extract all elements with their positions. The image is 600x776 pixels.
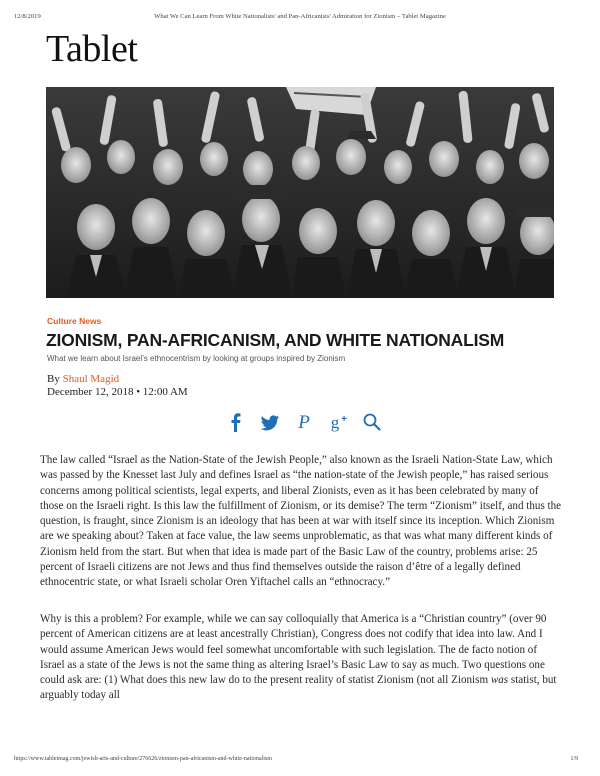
by-label: By: [47, 373, 60, 385]
paragraph-text-part: statist, but arguably today all: [40, 674, 557, 702]
byline: [47, 373, 188, 398]
page-number: 1/9: [570, 756, 578, 762]
svg-text:+: +: [341, 414, 347, 425]
search-icon[interactable]: [362, 410, 382, 434]
article-paragraph-1: [40, 453, 562, 591]
paragraph-emphasis: was: [490, 674, 509, 687]
print-footer: [14, 756, 586, 766]
article-headline: ZIONISM, PAN-AFRICANISM, AND WHITE NATIONALISM: [46, 330, 505, 350]
print-page-title: What We Can Learn From White Nationalists' and Pan-Africanists' Admiration for Zionism – Tablet Magazine: [154, 13, 446, 20]
pinterest-icon[interactable]: [294, 410, 314, 434]
share-bar: [226, 410, 386, 436]
publish-date: December 12, 2018 • 12:00 AM: [47, 385, 188, 398]
svg-text:P: P: [298, 412, 310, 433]
article-paragraph-2: [40, 612, 562, 704]
twitter-icon[interactable]: [260, 410, 280, 434]
author-link[interactable]: Shaul Magid: [62, 373, 120, 385]
hero-image: [46, 87, 554, 298]
paragraph-text-part: Why is this a problem? For example, while we can say colloquially that America is a “Christian country” (over 90 percent of American citizens are at least ancestrally Christian), Congress does not codify that idea into law. And I would assume American Jews would feel somewhat uncomfortable with such legislation. The de facto notion of Israel as a state of the Jews is not the same thing as altering Israel’s Basic Law to say as much. Two questions one could ask are: (1) What does this new law do to the present reality of statist Zionism (not all Zionism: [40, 613, 547, 687]
article-subhead: What we learn about Israel’s ethnocentrism by looking at groups inspired by Zionism: [47, 354, 346, 363]
facebook-icon[interactable]: [226, 410, 246, 434]
google-plus-icon[interactable]: [328, 410, 348, 434]
site-logo[interactable]: Tablet: [46, 28, 138, 70]
crowd-photo-icon: [46, 87, 554, 298]
category-link[interactable]: Culture News: [47, 316, 102, 326]
print-header: [14, 13, 586, 23]
paragraph-text: [40, 612, 562, 704]
print-date: 12/8/2019: [14, 13, 41, 20]
svg-text:g: g: [330, 413, 340, 432]
print-url: https://www.tabletmag.com/jewish-arts-and-culture/276626/zionism-pan-africanism-and-white-nationalism: [14, 756, 272, 762]
paragraph-text: The law called “Israel as the Nation-State of the Jewish People,” also known as the Israeli Nation-State Law, which was passed by the Knesset last July and defines Israel as “the nation-state of the Jewish people,” has raised serious concerns among political scientists, legal experts, and liberal Zionists, even as it has been celebrated by many of those on the Israeli right. Is this law the fulfillment of Zionism, or its demise? The term “Zionism” itself, and thus the question, is fraught, since Zionism is an ideology that has been at war with itself since its inception. Which Zionism are we speaking about? Taken at face value, the law seems unproblematic, as that was what many different kinds of Zionism held from the start. But when that idea is made part of the Basic Law of the country, problems arise: 25 percent of Israeli citizens are not Jews and thus find themselves outside the raison d’être of a legally defined ethnocentric state, or what Israeli scholar Oren Yiftachel calls an “ethnocracy.”: [40, 454, 562, 589]
